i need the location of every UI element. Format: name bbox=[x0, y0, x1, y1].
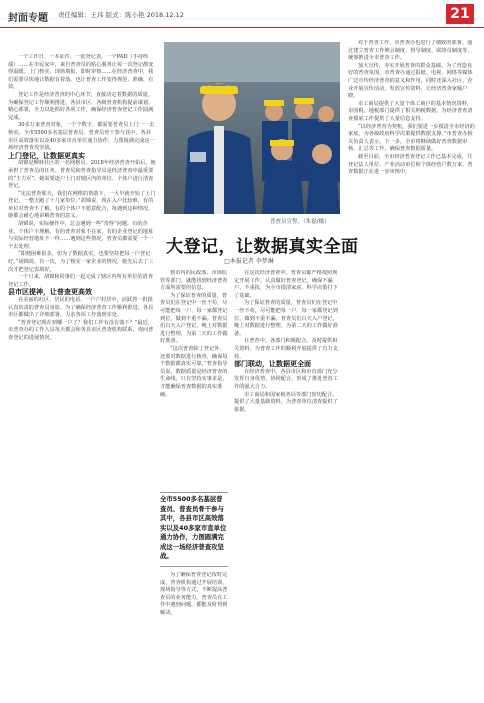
column-2-lower bbox=[160, 572, 228, 696]
column-3 bbox=[234, 270, 342, 696]
body-paragraph: 胡锦是柳林社区的一名网格员，2018年经济普查开始后，她承担了普查员的任务。普查员和普查指导员是经济普查中最重要的“主力军”，她需要逐户上门对辖区内的单位、个体户进行清查登记。 bbox=[8, 160, 156, 190]
column-1 bbox=[8, 54, 156, 694]
body-paragraph: 为了保证普查的质量，普查员们在登记中一丝不苟，尽可能把每一户、每一家都登记到位，做到不重不漏。普查员们白天入户登记，晚上对数据进行整理，为第二天的工作做好准备。 bbox=[160, 292, 228, 345]
section-heading: 上门登记，让数据更真实 bbox=[8, 151, 85, 160]
body-paragraph: “普查登记现在到哪一户了？我们工作有没有落下？”最近，市普查办的工作人员每天都会和各县市区普查机构联系，询问普查登记的进展情况。 bbox=[8, 319, 154, 341]
photo-caption: 普查员宣誓。（朱磊/摄） bbox=[270, 219, 330, 225]
header-rule bbox=[0, 27, 484, 28]
photo-illustration bbox=[164, 42, 340, 214]
body-paragraph: “宪法普查那天，我们在网格的帮助下，一大早就开始了上门登记，一整天跑了十几家单位。”胡锦说，现在入户比较难，有的单位对普查不了解，有的个体户不愿意配合，每遇到这种情况，她都会耐心地讲解普查的意义。 bbox=[8, 190, 156, 220]
section-title: 封面专题 bbox=[8, 13, 48, 24]
article-headline: 大登记，让数据真实全面 bbox=[166, 237, 359, 257]
section-heading: 部门联动，让数据更全面 bbox=[234, 360, 311, 369]
pull-quote-rule-top bbox=[160, 492, 228, 493]
body-paragraph: 在普查中，各部门积极配合，及时提供相关资料，为普查工作的顺利开展提供了有力支持。 bbox=[234, 338, 338, 360]
body-paragraph: 登记工作是经济普查的中心环节，直接决定着数据的质量。为确保登记工作顺利推进，各县市区、各级普查机构提前谋划、精心部署，全力以赴抓好各项工作，确保经济普查登记工作圆满完成。 bbox=[8, 91, 154, 121]
body-paragraph: 截至目前，全市经济普查登记工作已基本完成，共登记法人单位、产业活动单位和个体经营户数万家，普查数据正在进一步审核中。 bbox=[348, 153, 473, 176]
column-4 bbox=[348, 40, 476, 696]
body-paragraph: 在这次经济普查中，普查员都严格按照规定开展工作，认真做好普查登记，确保不漏户、不重报，为全市摸清家底、科学决策打下了基础。 bbox=[234, 270, 338, 299]
body-paragraph: 为了确保普查登记按时完成，普查机构通过开展培训、现场指导等方式，不断提高普查员的业务能力。普查员在工作中遇到问题，都能及时得到解决。 bbox=[160, 572, 228, 616]
editor-meta: 责任编辑：王玮 版式：陈小艳 2018.12.12 bbox=[58, 11, 184, 19]
body-paragraph: 市工商局和国家税务局等部门密切配合，提供了大量基础资料，为普查单位清查提供了依据。 bbox=[234, 391, 338, 413]
body-paragraph: 对于普查工作，市普查办也进行了细致的部署。通过建立普查工作例会制度、督导制度、联络员制度等，统筹推进全市普查工作。 bbox=[348, 40, 473, 62]
body-paragraph: 胡锦说，实际操作中，总会遇到一些“奇怪”问题。有的企业、个体户不理解，有的普查对象不在家，有的企业登记的地址与实际经营地址不一样……遇到这些情况，普查员都需要一个一个去处理。 bbox=[8, 221, 154, 250]
page-header bbox=[0, 0, 484, 28]
column-2 bbox=[160, 270, 228, 490]
body-paragraph: “以经济普查为契机，我们要进一步摸清全市经济的家底，为各级政府科学决策提供数据支撑。”市普查办相关负责人表示，下一步，全市将继续做好普查数据审核、汇总等工作，确保普查数据质量。 bbox=[348, 123, 475, 153]
page-number: 21 bbox=[446, 4, 474, 24]
body-paragraph: 在美丽的社区、居民的电话、一户户村居中，活跃着一批批认真负责的普查员身影。为了确保经济普查工作顺利推进，各县市区都做出了详细部署，力求各项工作落到实处。 bbox=[8, 297, 154, 319]
body-paragraph: 一个月来，胡锦和同事们一起完成了辖区内所有单位的清查登记工作。 bbox=[8, 274, 153, 288]
pull-quote: 全市5500多名基层普查员、普查员骨干参与其中，各县市区高效落实以及40多家市直单位通力协作，力图圆满完成这一场经济普查攻坚战。 bbox=[160, 495, 227, 560]
body-paragraph: 在经济普查中，各县市区和市直部门充分发挥自身优势，协同配合，形成了推进普查工作的强大合力。 bbox=[234, 368, 338, 390]
body-paragraph: “这次普查除了登记外，还要对数据进行核查，确保每个数据都真实可靠。”普查指导员说，数据质量是经济普查的生命线，只有坚持实事求是，才能确保普查数据的真实准确。 bbox=[160, 345, 228, 398]
section-heading: 县市区提神，让普查更高效 bbox=[8, 288, 92, 297]
body-paragraph: 30多万家普查对象，一个个数字，都需要普查员上门一一去核实。全市5500多名基层普查员、普查员骨干参与其中，各县市区高效落实以及40多家市直单位通力协作，力图圆满完成这一场经济普查攻坚战。 bbox=[8, 122, 155, 152]
body-paragraph: 加大宣传，夯实开展普查的群众基础。为了营造良好的普查氛围，市普查办通过报纸、电视、网络等媒体广泛宣传经济普查的意义和作用，同时还深入社区、企业开展宣传活动，发放宣传资料，让经济普查家喻户晓。 bbox=[348, 62, 473, 100]
body-paragraph: 到市内的民政部、市场监管等部门，就能找到经济普查方面所需要的信息。 bbox=[160, 270, 228, 292]
body-paragraph: “即便困难很多，但为了数据真实，也要坚持把每一户登记好。”胡锦说，有一次，为了核实一家企业的情况，她先后去了三次才把登记表填好。 bbox=[8, 251, 154, 273]
intro-paragraph: 一个工作日、一本证件、一张登记表，一个PAD（手持终端）……在市民家中，来自普查员的贴心服务让每一次登记都变得温暖。上门核实、现场填报、即时审核……在经济普查中，我们需要尽快地让数据有着落，也让普查工作变得规范、准确、有效。 bbox=[8, 54, 154, 91]
article-byline: □本报记者 李梦琳 bbox=[224, 258, 274, 265]
volunteers-photo bbox=[164, 42, 340, 214]
body-paragraph: 为了保证普查的质量，普查员们在登记中一丝不苟，尽可能把每一户、每一家都登记到位，做到不重不漏。普查员们白天入户登记，晚上对数据进行整理，为第二天的工作做好准备。 bbox=[234, 300, 338, 337]
pull-quote-rule-bottom bbox=[160, 566, 228, 567]
body-paragraph: 市工商局提供了大量个体工商户的基本情况资料，市国税、地税部门提供了相关纳税数据，为经济普查清查摸底工作提供了大量信息支持。 bbox=[348, 100, 473, 122]
